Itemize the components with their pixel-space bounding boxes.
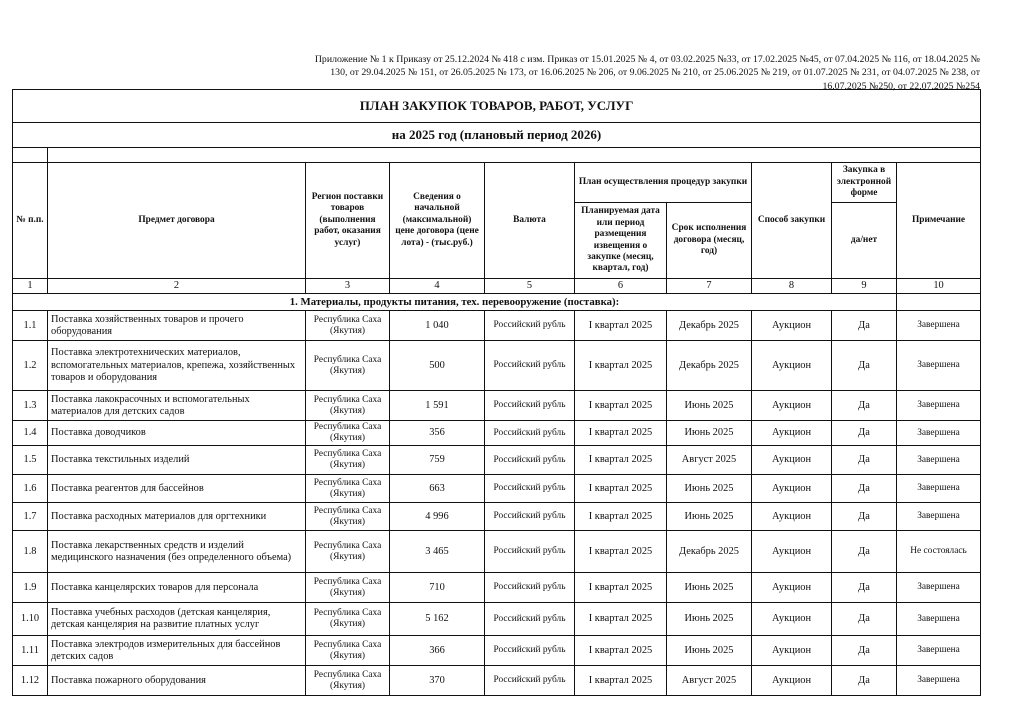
row-currency: Российский рубль	[485, 666, 575, 696]
row-number: 1.7	[13, 503, 48, 531]
row-price: 4 996	[390, 503, 485, 531]
column-number: 4	[390, 279, 485, 294]
col-header-plan-group: План осуществления процедур закупки	[575, 163, 752, 203]
row-note: Завершена	[897, 446, 981, 475]
row-electronic: Да	[832, 573, 897, 603]
col-header-region: Регион поставки товаров (выполнения работ, оказания услуг)	[306, 163, 390, 279]
row-term: Июнь 2025	[667, 636, 752, 666]
row-electronic: Да	[832, 341, 897, 391]
row-electronic: Да	[832, 531, 897, 573]
row-method: Аукцион	[752, 446, 832, 475]
row-subject: Поставка текстильных изделий	[48, 446, 306, 475]
row-plan-date: I квартал 2025	[575, 531, 667, 573]
col-header-electronic: Закупка в электронной форме	[832, 163, 897, 203]
row-price: 3 465	[390, 531, 485, 573]
order-reference-note: Приложение № 1 к Приказу от 25.12.2024 № 418 с изм. Приказ от 15.01.2025 № 4, от 03.02.2025 №33, от 17.02.2025 №45, от 07.04.2025 № 116, от 18.04.2025 № 130, от 29.04.2025 № 151, от 26.05.2025 № 173, от 16.06.2025 № 206, от 9.06.2025 № 210, от 25.06.2025 № 219, от 01.07.2025 № 231, от 04.07.2025 № 238, от 16.07.2025 №250, от 22.07.2025 №254	[314, 54, 980, 92]
row-electronic: Да	[832, 636, 897, 666]
col-header-term: Срок исполнения договора (месяц, год)	[667, 203, 752, 279]
row-method: Аукцион	[752, 603, 832, 636]
row-electronic: Да	[832, 666, 897, 696]
row-price: 663	[390, 475, 485, 503]
row-number: 1.1	[13, 311, 48, 341]
col-header-currency: Валюта	[485, 163, 575, 279]
row-region: Республика Саха (Якутия)	[306, 446, 390, 475]
row-price: 356	[390, 421, 485, 446]
row-note: Завершена	[897, 341, 981, 391]
row-currency: Российский рубль	[485, 573, 575, 603]
table-row	[13, 421, 981, 446]
row-price: 1 591	[390, 391, 485, 421]
row-region: Республика Саха (Якутия)	[306, 421, 390, 446]
row-number: 1.12	[13, 666, 48, 696]
row-price: 759	[390, 446, 485, 475]
row-plan-date: I квартал 2025	[575, 446, 667, 475]
row-subject: Поставка электротехнических материалов, вспомогательных материалов, крепежа, хозяйственных товаров и оборудования	[48, 341, 306, 391]
row-price: 500	[390, 341, 485, 391]
row-number: 1.6	[13, 475, 48, 503]
row-note: Завершена	[897, 421, 981, 446]
row-method: Аукцион	[752, 503, 832, 531]
row-currency: Российский рубль	[485, 531, 575, 573]
table-row	[13, 503, 981, 531]
row-plan-date: I квартал 2025	[575, 666, 667, 696]
row-region: Республика Саха (Якутия)	[306, 636, 390, 666]
row-method: Аукцион	[752, 421, 832, 446]
row-subject: Поставка доводчиков	[48, 421, 306, 446]
col-header-method: Способ закупки	[752, 163, 832, 279]
table-row	[13, 311, 981, 341]
column-number: 6	[575, 279, 667, 294]
row-plan-date: I квартал 2025	[575, 391, 667, 421]
row-price: 366	[390, 636, 485, 666]
column-number: 2	[48, 279, 306, 294]
row-subject: Поставка электродов измерительных для бассейнов детских садов	[48, 636, 306, 666]
row-plan-date: I квартал 2025	[575, 503, 667, 531]
row-note: Завершена	[897, 503, 981, 531]
section-empty-cell	[897, 294, 981, 311]
row-region: Республика Саха (Якутия)	[306, 341, 390, 391]
row-plan-date: I квартал 2025	[575, 421, 667, 446]
row-note: Не состоялась	[897, 531, 981, 573]
table-row	[13, 573, 981, 603]
row-region: Республика Саха (Якутия)	[306, 503, 390, 531]
row-region: Республика Саха (Якутия)	[306, 573, 390, 603]
row-region: Республика Саха (Якутия)	[306, 311, 390, 341]
col-header-note: Примечание	[897, 163, 981, 279]
row-region: Республика Саха (Якутия)	[306, 531, 390, 573]
section-title: 1. Материалы, продукты питания, тех. перевооружение (поставка):	[13, 294, 897, 311]
table-row	[13, 603, 981, 636]
row-term: Июнь 2025	[667, 603, 752, 636]
row-electronic: Да	[832, 446, 897, 475]
row-note: Завершена	[897, 475, 981, 503]
col-header-plan-date: Планируемая дата или период размещения извещения о закупке (месяц, квартал, год)	[575, 203, 667, 279]
col-header-num: № п.п.	[13, 163, 48, 279]
row-subject: Поставка хозяйственных товаров и прочего оборудования	[48, 311, 306, 341]
row-subject: Поставка канцелярских товаров для персонала	[48, 573, 306, 603]
col-header-electronic-yesno: да/нет	[832, 203, 897, 279]
row-note: Завершена	[897, 603, 981, 636]
row-plan-date: I квартал 2025	[575, 603, 667, 636]
plan-subtitle: на 2025 год (плановый период 2026)	[13, 123, 981, 148]
row-term: Август 2025	[667, 446, 752, 475]
row-number: 1.2	[13, 341, 48, 391]
row-note: Завершена	[897, 666, 981, 696]
row-method: Аукцион	[752, 573, 832, 603]
column-number: 8	[752, 279, 832, 294]
row-note: Завершена	[897, 573, 981, 603]
row-method: Аукцион	[752, 391, 832, 421]
row-plan-date: I квартал 2025	[575, 341, 667, 391]
table-row	[13, 531, 981, 573]
table-row	[13, 475, 981, 503]
row-term: Декабрь 2025	[667, 311, 752, 341]
table-row	[13, 391, 981, 421]
row-currency: Российский рубль	[485, 421, 575, 446]
row-currency: Российский рубль	[485, 636, 575, 666]
row-price: 5 162	[390, 603, 485, 636]
row-electronic: Да	[832, 503, 897, 531]
row-number: 1.5	[13, 446, 48, 475]
col-header-price: Сведения о начальной (максимальной) цене договора (цене лота) - (тыс.руб.)	[390, 163, 485, 279]
row-region: Республика Саха (Якутия)	[306, 475, 390, 503]
row-plan-date: I квартал 2025	[575, 636, 667, 666]
table-row	[13, 341, 981, 391]
row-currency: Российский рубль	[485, 391, 575, 421]
row-number: 1.11	[13, 636, 48, 666]
row-term: Июнь 2025	[667, 391, 752, 421]
row-method: Аукцион	[752, 311, 832, 341]
row-note: Завершена	[897, 636, 981, 666]
row-price: 710	[390, 573, 485, 603]
row-term: Июнь 2025	[667, 573, 752, 603]
row-number: 1.9	[13, 573, 48, 603]
row-subject: Поставка реагентов для бассейнов	[48, 475, 306, 503]
row-term: Декабрь 2025	[667, 341, 752, 391]
column-number: 7	[667, 279, 752, 294]
row-currency: Российский рубль	[485, 503, 575, 531]
row-region: Республика Саха (Якутия)	[306, 666, 390, 696]
row-number: 1.8	[13, 531, 48, 573]
row-note: Завершена	[897, 391, 981, 421]
row-method: Аукцион	[752, 341, 832, 391]
row-term: Август 2025	[667, 666, 752, 696]
row-currency: Российский рубль	[485, 341, 575, 391]
plan-title: ПЛАН ЗАКУПОК ТОВАРОВ, РАБОТ, УСЛУГ	[13, 90, 981, 123]
row-region: Республика Саха (Якутия)	[306, 603, 390, 636]
row-method: Аукцион	[752, 475, 832, 503]
row-price: 1 040	[390, 311, 485, 341]
row-subject: Поставка лекарственных средств и изделий медицинского назначения (без определенного объема)	[48, 531, 306, 573]
spacer-cell	[48, 148, 981, 163]
row-electronic: Да	[832, 391, 897, 421]
row-subject: Поставка расходных материалов для оргтехники	[48, 503, 306, 531]
row-electronic: Да	[832, 311, 897, 341]
row-term: Декабрь 2025	[667, 531, 752, 573]
row-subject: Поставка лакокрасочных и вспомогательных материалов для детских садов	[48, 391, 306, 421]
row-term: Июнь 2025	[667, 503, 752, 531]
row-method: Аукцион	[752, 666, 832, 696]
column-number: 5	[485, 279, 575, 294]
row-plan-date: I квартал 2025	[575, 311, 667, 341]
table-row	[13, 636, 981, 666]
row-currency: Российский рубль	[485, 603, 575, 636]
table-row	[13, 666, 981, 696]
col-header-subject: Предмет договора	[48, 163, 306, 279]
row-electronic: Да	[832, 603, 897, 636]
column-number: 3	[306, 279, 390, 294]
column-number: 10	[897, 279, 981, 294]
row-term: Июнь 2025	[667, 421, 752, 446]
row-subject: Поставка пожарного оборудования	[48, 666, 306, 696]
row-number: 1.3	[13, 391, 48, 421]
row-electronic: Да	[832, 475, 897, 503]
row-number: 1.10	[13, 603, 48, 636]
row-currency: Российский рубль	[485, 311, 575, 341]
row-subject: Поставка учебных расходов (детская канцелярия, детская канцелярия на развитие платных услуг	[48, 603, 306, 636]
row-note: Завершена	[897, 311, 981, 341]
row-electronic: Да	[832, 421, 897, 446]
column-number: 1	[13, 279, 48, 294]
row-plan-date: I квартал 2025	[575, 475, 667, 503]
column-number: 9	[832, 279, 897, 294]
row-price: 370	[390, 666, 485, 696]
row-method: Аукцион	[752, 636, 832, 666]
row-method: Аукцион	[752, 531, 832, 573]
table-row	[13, 446, 981, 475]
row-number: 1.4	[13, 421, 48, 446]
procurement-plan-table	[12, 89, 981, 696]
row-currency: Российский рубль	[485, 446, 575, 475]
row-plan-date: I квартал 2025	[575, 573, 667, 603]
spacer-cell	[13, 148, 48, 163]
row-term: Июнь 2025	[667, 475, 752, 503]
row-region: Республика Саха (Якутия)	[306, 391, 390, 421]
row-currency: Российский рубль	[485, 475, 575, 503]
